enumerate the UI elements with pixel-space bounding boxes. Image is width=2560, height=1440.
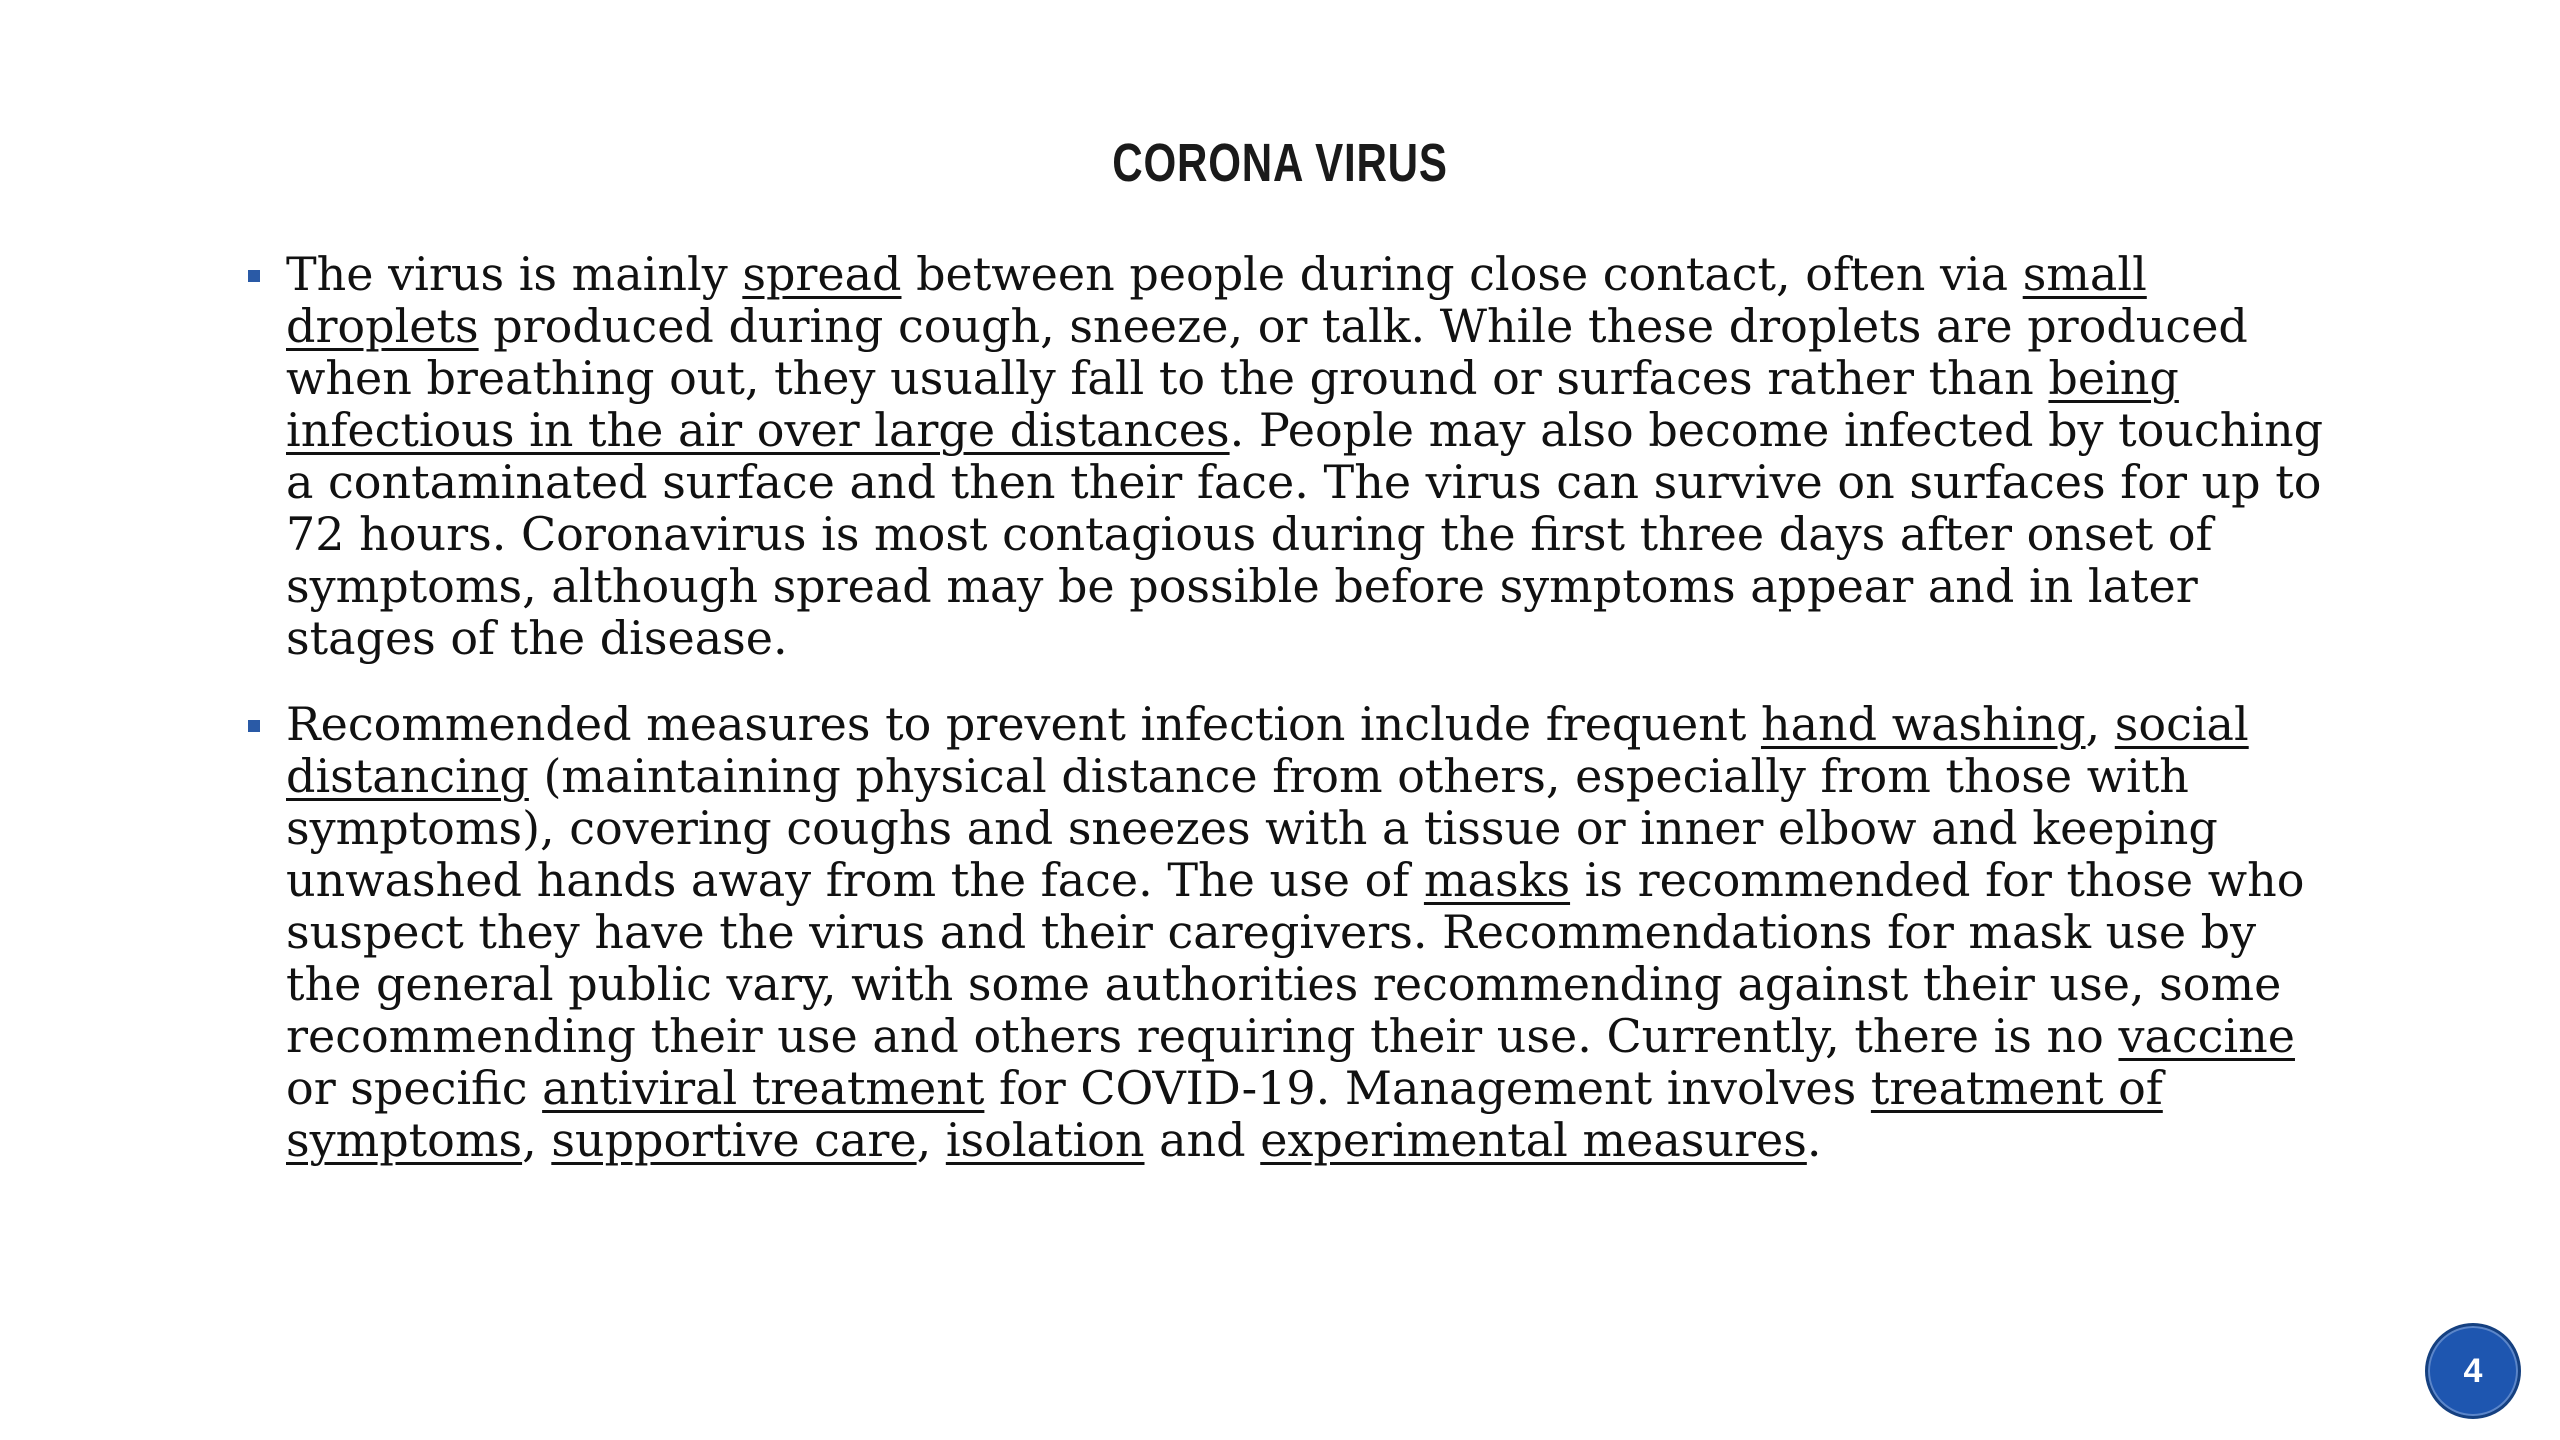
link-experimental-measures[interactable]: experimental measures <box>1260 1113 1807 1167</box>
bullet-text: and <box>1144 1113 1261 1167</box>
link-isolation[interactable]: isolation <box>945 1113 1145 1167</box>
square-bullet-icon <box>248 270 260 282</box>
bullet-text: , <box>522 1113 552 1167</box>
bullet-prevention <box>250 698 2340 1166</box>
bullet-text: , <box>916 1113 946 1167</box>
bullet-transmission <box>250 248 2340 664</box>
page-number: 4 <box>2463 1351 2483 1390</box>
bullet-text: (maintaining physical distance from others, especially from those with symptoms), covering coughs and sneezes with a tissue or inner elbow and keeping unwashed hands away from the face. The use of <box>286 749 2218 907</box>
link-antiviral-treatment[interactable]: antiviral treatment <box>542 1061 985 1115</box>
bullet-text: . People may also become infected by touching a contaminated surface and then their face. The virus can survive on surfaces for up to 72 hours. Coronavirus is most contagious during the first three days after onset of symptoms, although spread may be possible before symptoms appear and in later stages of the disease. <box>286 403 2324 665</box>
link-masks[interactable]: masks <box>1423 853 1571 907</box>
bullet-text: for COVID-19. Management involves <box>984 1061 1871 1115</box>
square-bullet-icon <box>248 720 260 732</box>
bullet-text: or specific <box>286 1061 543 1115</box>
link-small-droplets[interactable]: small droplets <box>286 247 2147 353</box>
bullet-text: is recommended for those who suspect they have the virus and their caregivers. Recommendations for mask use by the general public vary, with some authorities recommending against their use, some recommending their use and others requiring their use. Currently, there is no <box>286 853 2305 1063</box>
bullet-text: Recommended measures to prevent infection include frequent <box>286 697 1761 751</box>
page-number-badge <box>2425 1323 2521 1419</box>
link-treatment-of-symptoms[interactable]: treatment of symptoms <box>286 1061 2163 1167</box>
link-airborne[interactable]: being infectious in the air over large distances <box>286 351 2179 457</box>
link-social-distancing[interactable]: social distancing <box>286 697 2249 803</box>
bullet-list <box>250 248 2340 1200</box>
bullet-text: . <box>1806 1113 1822 1167</box>
bullet-text: produced during cough, sneeze, or talk. While these droplets are produced when breathing out, they usually fall to the ground or surfaces rather than <box>286 299 2248 405</box>
slide-title: CORONA VIRUS <box>1112 133 1448 193</box>
link-hand-washing[interactable]: hand washing <box>1760 697 2086 751</box>
link-supportive-care[interactable]: supportive care <box>551 1113 917 1167</box>
link-vaccine[interactable]: vaccine <box>2118 1009 2295 1063</box>
bullet-text: The virus is mainly <box>286 247 743 301</box>
bullet-text: , <box>2085 697 2115 751</box>
bullet-text: between people during close contact, often via <box>901 247 2023 301</box>
link-spread[interactable]: spread <box>742 247 902 301</box>
